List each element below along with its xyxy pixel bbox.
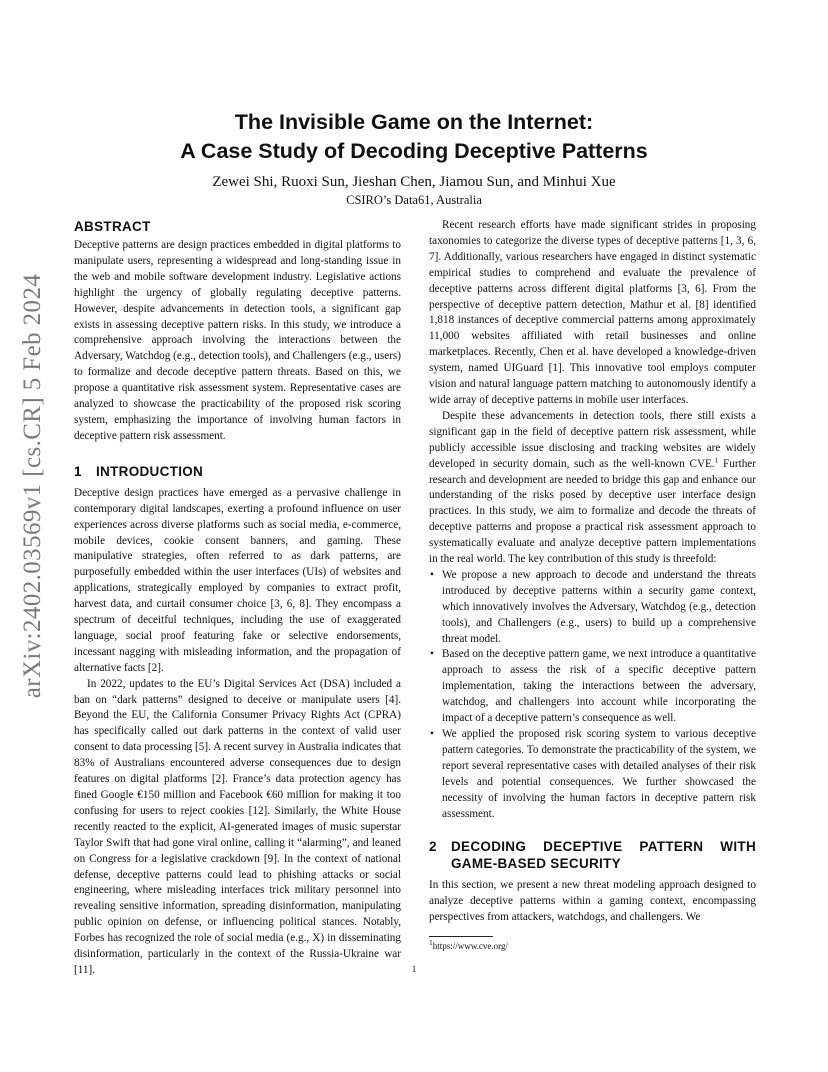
section2-heading — [429, 838, 756, 872]
footnote-ref: 1 — [714, 454, 719, 464]
footnote-divider — [429, 936, 493, 937]
intro-paragraph-2: In 2022, updates to the EU’s Digital Services Act (DSA) included a ban on “dark patterns” designed to deceive or manipulate users [4]. Beyond the EU, the California Consumer Privacy Rights Act (CPRA) has specifically called out dark patterns in the context of valid user consent to data processing [5]. A recent survey in Australia indicates that 83% of Australians encountered adverse consequences due to design features on digital platforms [2]. France’s data protection agency has fined Google €150 million and Facebook €60 million for making it too confusing for users to reject cookies [12]. Similarly, the White House recently reacted to the explicit, AI-generated images of music superstar Taylor Swift that had gone viral online, calling it “alarming”, and leaned on Congress for a legislative crackdown [9]. In the context of national defense, deceptive patterns could lead to phishing attacks or social engineering, where misleading interfaces trick military personnel into revealing sensitive information, spreading disinformation, manipulating public opinion on defense, or influencing political stances. Notably, Forbes has recognized the role of social media (e.g., X) in disseminating disinformation, particularly in the context of the Russia-Ukraine war [11]. — [74, 677, 401, 976]
contribution-item: • Based on the deceptive pattern game, we next introduce a quantitative approach to assess the risk of a specific deceptive pattern implementation, taking the interactions between the adversary, watchdog, and challengers into account while incorporating the impact of a deceptive pattern’s consequence as well. — [429, 647, 756, 727]
intro-paragraph-4 — [429, 409, 756, 568]
footnote — [429, 940, 756, 952]
title-line-2: A Case Study of Decoding Deceptive Patterns — [180, 139, 648, 163]
affiliation: CSIRO’s Data61, Australia — [346, 193, 482, 207]
abstract-text: Deceptive patterns are design practices embedded in digital platforms to manipulate users, representing a widespread and long-standing issue in the web and mobile software development industry. Legislative actions highlight the urgency of globally regulating deceptive patterns. However, despite advancements in detection tools, a significant gap exists in assessing deceptive pattern risks. In this study, we introduce a comprehensive approach involving the interactions between the Adversary, Watchdog (e.g., detection tools), and Challengers (e.g., users) to formalize and decode deceptive pattern threats. Based on this, we propose a quantitative risk assessment system. Representative cases are analyzed to showcase the practicability of the proposed risk scoring system, emphasizing the importance of involving human factors in deceptive pattern risk assessment. — [74, 239, 401, 442]
title-line-1: The Invisible Game on the Internet: — [234, 110, 594, 134]
paper-title — [0, 108, 828, 166]
authors: Zewei Shi, Ruoxi Sun, Jieshan Chen, Jiamou Sun, and Minhui Xue — [212, 174, 616, 190]
contribution-item: • We propose a new approach to decode and understand the threats introduced by deceptive patterns within a security game context, which innovatively involves the Adversary, Watchdog (e.g., detection tools), and Challengers (e.g., users) to build up a comprehensive threat model. — [429, 568, 756, 648]
intro-paragraph-3: Recent research efforts have made significant strides in proposing taxonomies to categorize the diverse types of deceptive patterns [1, 3, 6, 7]. Additionally, various researchers have engaged in distinct systematic empirical studies to comprehend and evaluate the prevalence of deceptive patterns across different digital platforms [3, 6]. From the perspective of deceptive pattern detection, Mathur et al. [8] identified 1,818 instances of deceptive commercial patterns among approximately 11,000 websites affiliated with retail businesses and online marketplaces. Recently, Chen et al. have developed a knowledge-driven system, named UIGuard [1]. This innovative tool employs computer vision and natural language pattern matching to autonomously identify a wide array of deceptive patterns in mobile user interfaces. — [429, 219, 756, 406]
intro-number: 1 — [74, 463, 82, 479]
contribution-list — [429, 568, 756, 823]
page-number: 1 — [411, 964, 417, 974]
footnote-link[interactable]: https://www.cve.org/ — [432, 941, 508, 952]
intro-title: INTRODUCTION — [96, 463, 204, 479]
intro-heading — [74, 463, 401, 480]
intro-paragraph-4-rest: Further research and development are needed to bridge this gap and enhance our understanding of the risks posed by deceptive user interface design practices. In this study, we aim to formalize and decode the threats of deceptive patterns and propose a practical risk assessment approach to systematically evaluate and analyze deceptive pattern implementations in the real world. The key contribution of this study is threefold: — [429, 457, 756, 566]
section2-title: DECODING DECEPTIVE PATTERN WITH GAME-BASED SECURITY — [451, 839, 756, 872]
contribution-item: • We applied the proposed risk scoring system to various deceptive pattern categories. To demonstrate the practicability of the system, we report several representative cases with detailed analyses of their risk levels and potential consequences. We further showcased the necessity of involving the human factors in deceptive pattern risk assessment. — [429, 727, 756, 822]
arxiv-stamp — [14, 273, 52, 699]
intro-paragraph-4-text: Despite these advancements in detection tools, there still exists a significant gap in the field of deceptive pattern risk assessment, while publicly accessible issue disclosing and tracking websites are widely developed in security domain, such as the well-known CVE. — [429, 409, 756, 470]
intro-paragraph-1: Deceptive design practices have emerged as a pervasive challenge in contemporary digital landscapes, exerting a profound influence on user experiences across diverse platforms such as social media, e-commerce, mobile devices, cookie consent banners, and gaming. These manipulative strategies, often referred to as dark patterns, are purposefully embedded within the user interfaces (UIs) of websites and applications, strategically employed by companies to extract profit, harvest data, and curtail consumer choice [3, 6, 8]. They encompass a spectrum of deceitful techniques, including the use of exaggerated language, social proof featuring fake or selective endorsements, incessant nagging with misleading information, and the propagation of alternative facts [2]. — [74, 486, 401, 674]
section2-paragraph-1: In this section, we present a new threat modeling approach designed to analyze deceptive patterns within a gaming context, encompassing perspectives from attackers, watchdogs, and challengers. We — [429, 879, 756, 924]
section2-number: 2 — [429, 839, 437, 855]
right-column — [429, 218, 756, 952]
footnote-mark: 1 — [429, 938, 433, 948]
left-column — [74, 218, 401, 979]
abstract-heading: ABSTRACT — [74, 219, 151, 234]
arxiv-stamp-text: arXiv:2402.03569v1 [cs.CR] 5 Feb 2024 — [19, 273, 46, 699]
